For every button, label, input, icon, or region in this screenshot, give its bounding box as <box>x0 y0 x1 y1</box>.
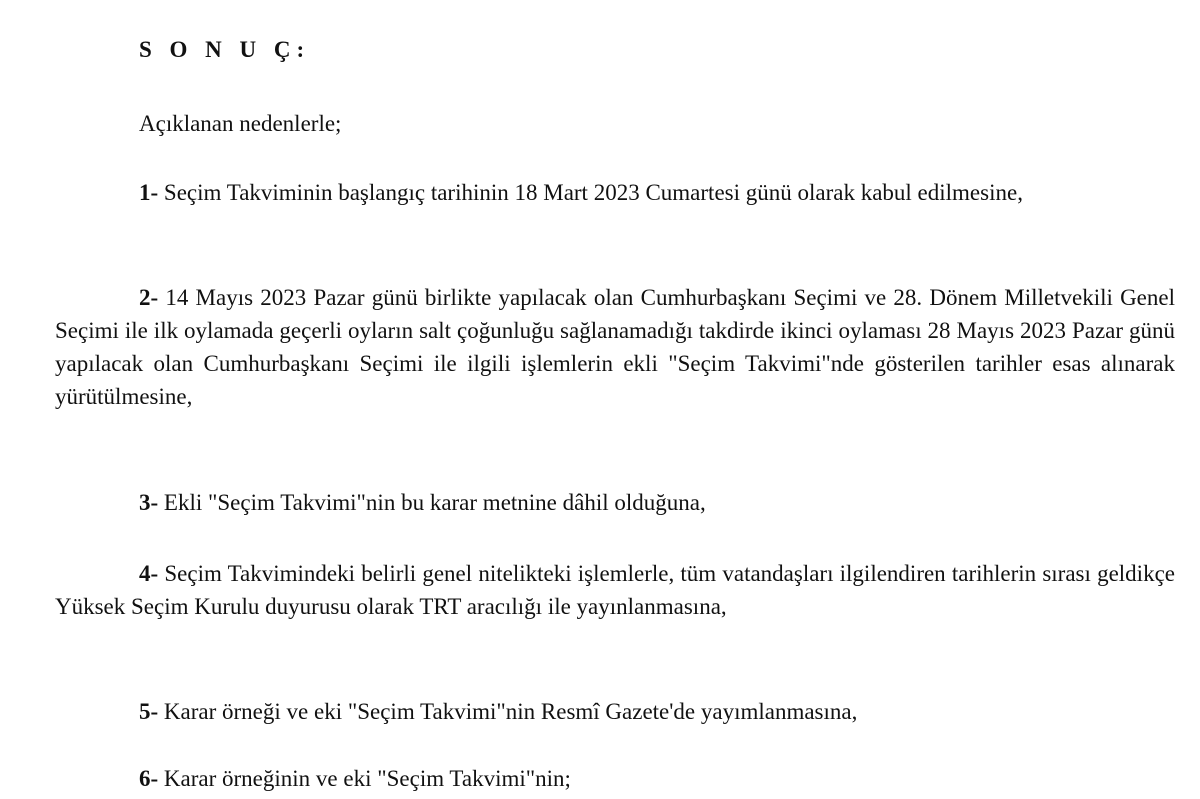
item-number: 1- <box>139 180 159 205</box>
decision-item-6 <box>55 762 1175 795</box>
section-heading: S O N U Ç: <box>139 37 311 62</box>
item-text: Seçim Takvimindeki belirli genel nitelikteki işlemlerle, tüm vatandaşları ilgilendiren tarihlerin sırası geldikçe Yüksek Seçim Kurulu duyurusu olarak TRT aracılığı ile yayınlanmasına, <box>55 561 1175 619</box>
item-text: Karar örneği ve eki "Seçim Takvimi"nin Resmî Gazete'de yayımlanmasına, <box>158 699 858 724</box>
item-text: Seçim Takviminin başlangıç tarihinin 18 Mart 2023 Cumartesi günü olarak kabul edilmesine, <box>158 180 1023 205</box>
item-number: 5- <box>139 699 159 724</box>
decision-item-5 <box>55 695 1175 728</box>
item-number: 6- <box>139 766 159 791</box>
decision-item-4 <box>55 557 1175 623</box>
decision-item-1 <box>55 176 1175 209</box>
decision-item-3 <box>55 486 1175 519</box>
item-text: 14 Mayıs 2023 Pazar günü birlikte yapılacak olan Cumhurbaşkanı Seçimi ve 28. Dönem Milletvekili Genel Seçimi ile ilk oylamada geçerli oyların salt çoğunluğu sağlanamadığı takdirde ikinci oylaması 28 Mayıs 2023 Pazar günü yapılacak olan Cumhurbaşkanı Seçimi ile ilgili işlemlerin ekli "Seçim Takvimi"nde gösterilen tarihler esas alınarak yürütülmesine, <box>55 285 1175 409</box>
item-text: Karar örneğinin ve eki "Seçim Takvimi"nin; <box>158 766 571 791</box>
item-number: 3- <box>139 490 159 515</box>
decision-item-2 <box>55 281 1175 413</box>
intro-line: Açıklanan nedenlerle; <box>139 111 342 136</box>
item-number: 2- <box>139 285 159 310</box>
item-text: Ekli "Seçim Takvimi"nin bu karar metnine dâhil olduğuna, <box>158 490 706 515</box>
item-number: 4- <box>139 561 159 586</box>
